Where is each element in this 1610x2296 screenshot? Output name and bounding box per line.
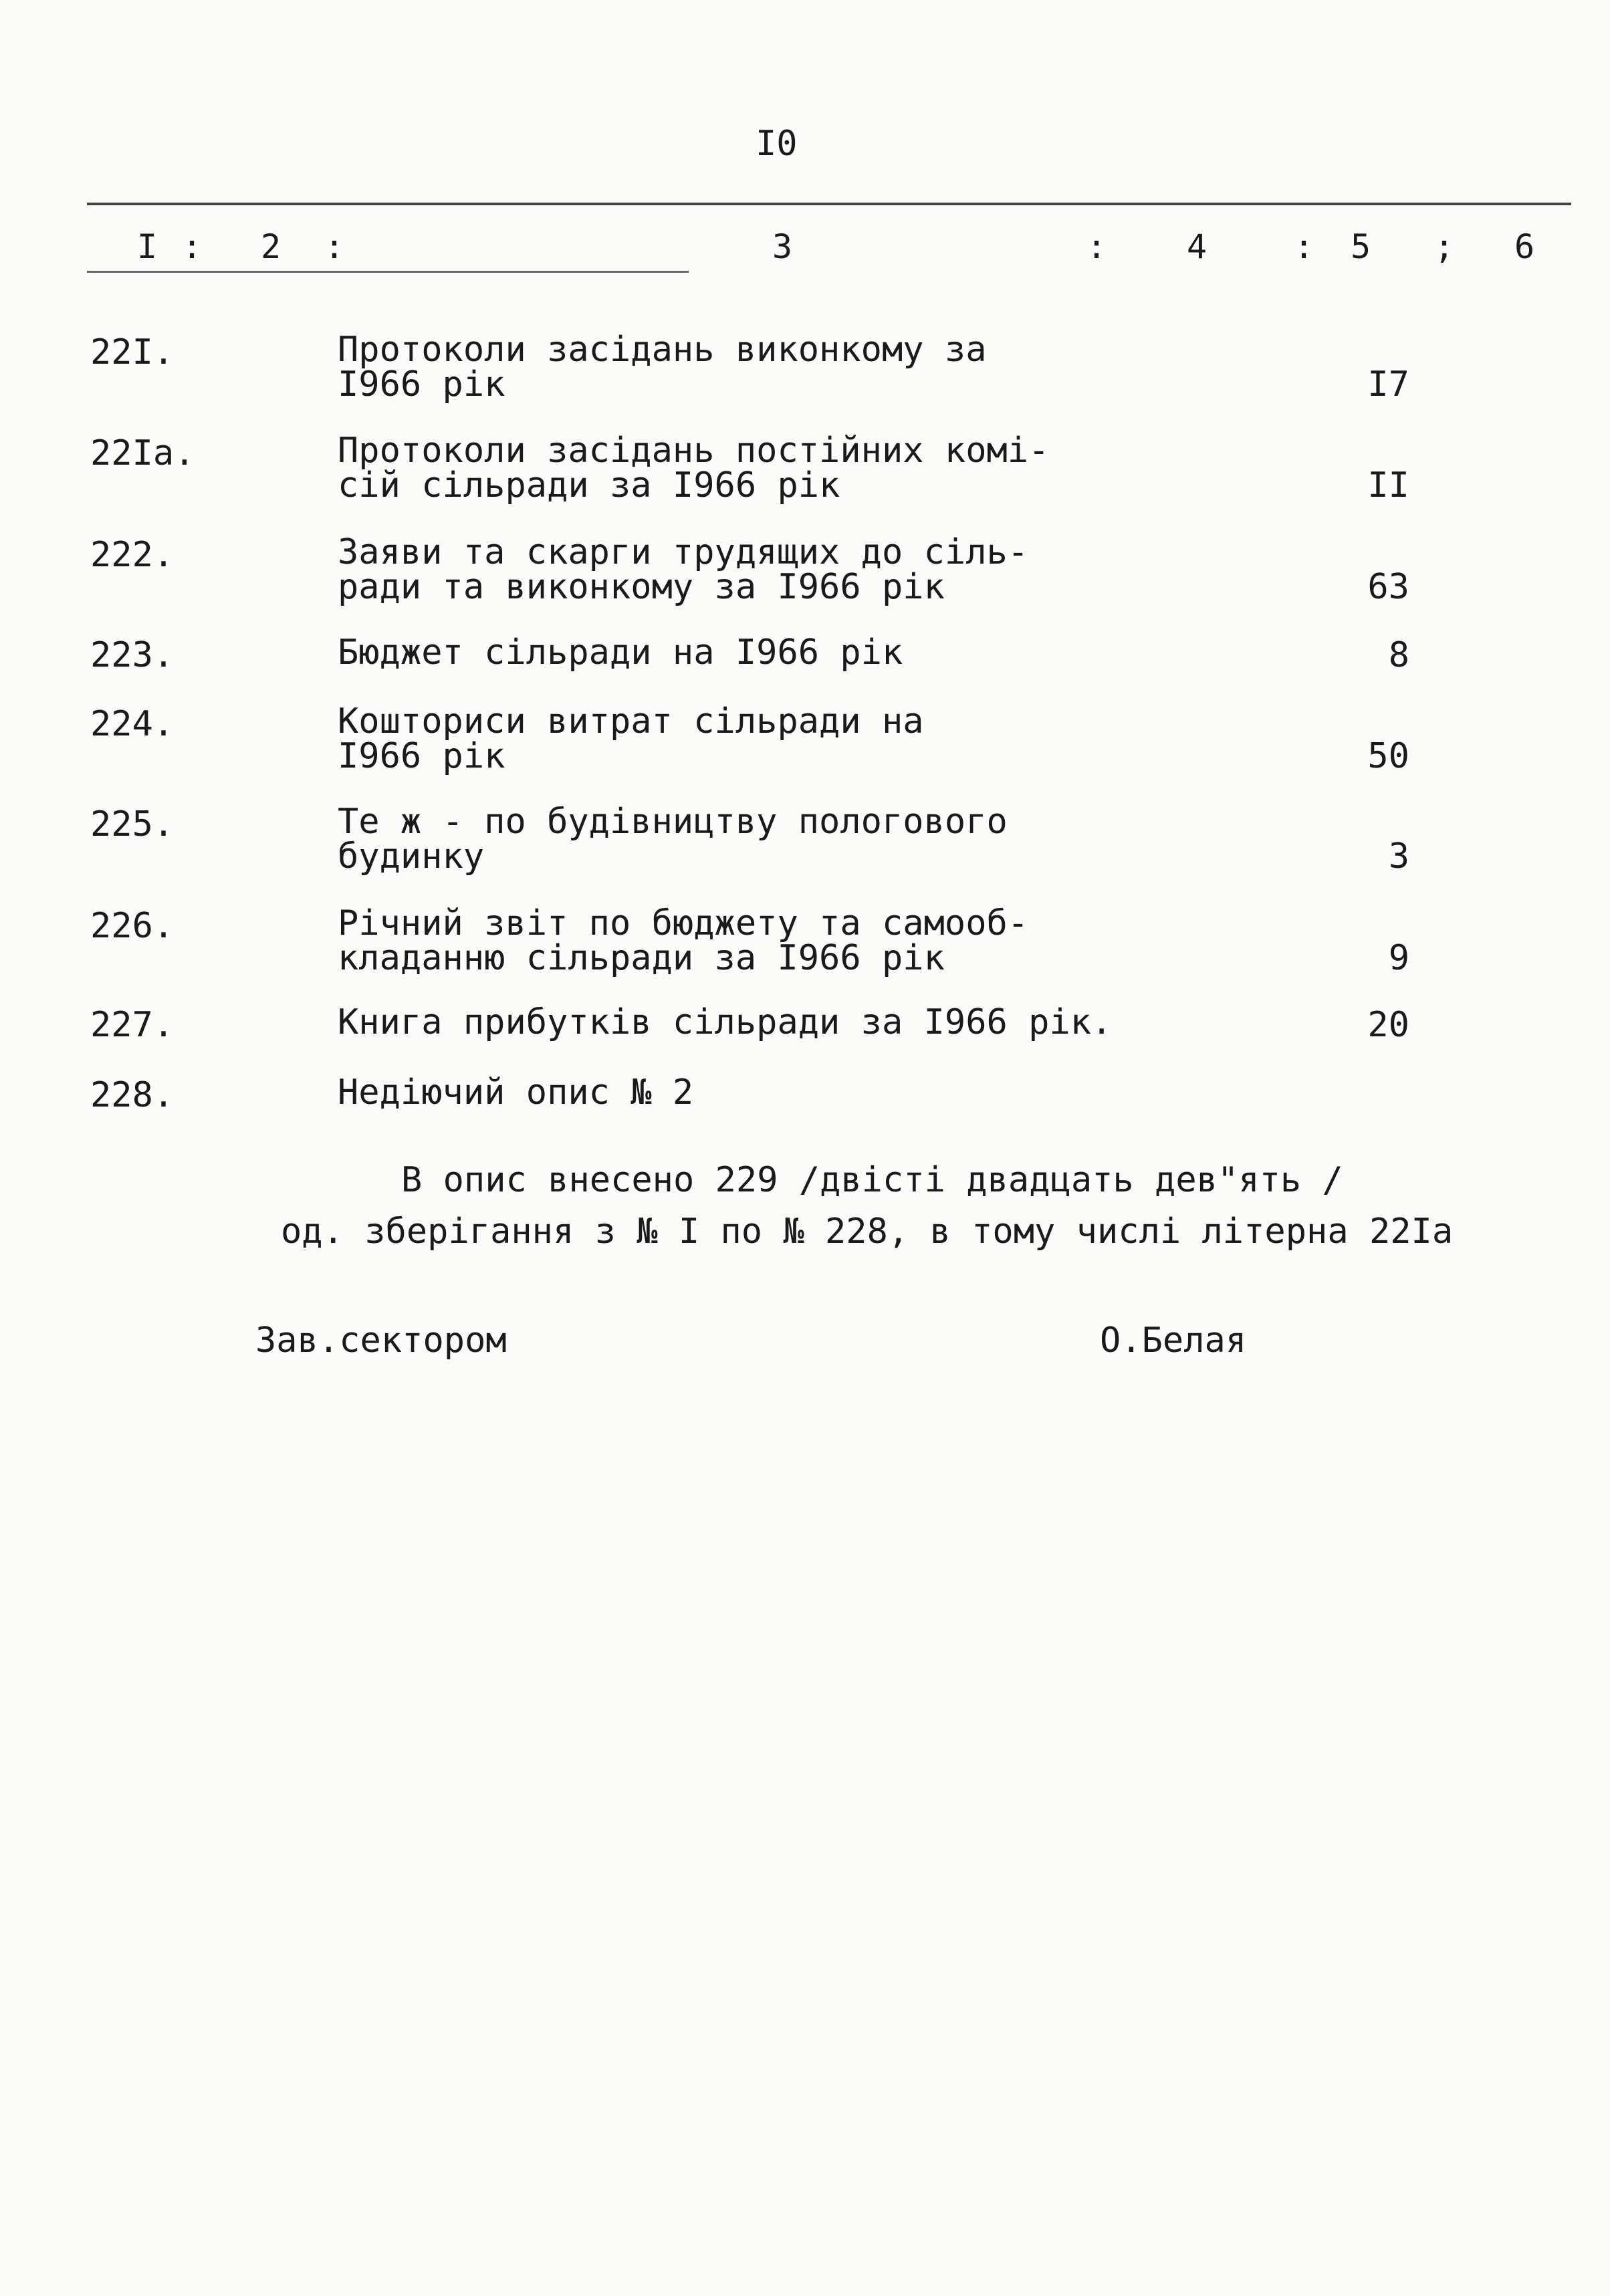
signature-name: О.Белая [1100,1321,1247,1361]
item-title: Заяви та скарги трудящих до сіль- ради та виконкому за I966 рік [338,532,1029,607]
page-number: I0 [756,124,798,164]
summary-line-2: од. зберігання з № I по № 228, в тому числі літерна 22Iа [281,1212,1454,1252]
item-count: 9 [1388,938,1409,978]
item-number: 224. [90,704,175,744]
column-separator: : [324,227,345,266]
item-count: 50 [1367,736,1409,776]
column-separator: : [182,227,203,266]
item-number: 223. [90,635,175,675]
item-count: 8 [1388,635,1409,675]
column-header-4: 4 [1187,227,1208,266]
column-header-6: 6 [1514,227,1535,266]
item-title: Річний звіт по бюджету та самооб- кладанню сільради за I966 рік [338,903,1029,978]
column-header-2: 2 [261,227,281,266]
item-title: Кошториси витрат сільради на I966 рік [338,701,924,776]
column-separator: : [1086,227,1107,266]
item-number: 225. [90,804,175,844]
summary-line-1: В опис внесено 229 /двісті двадцать дев"ять / [401,1160,1343,1200]
item-title: Книга прибутків сільради за I966 рік. [338,1002,1113,1042]
item-title: Недіючий опис № 2 [338,1072,694,1113]
item-count: 3 [1388,836,1409,877]
item-number: 22I. [90,332,175,372]
column-separator: : [1294,227,1314,266]
signature-role: Зав.сектором [255,1321,507,1361]
item-title: Протоколи засідань виконкому за I966 рік [338,330,987,405]
item-number: 226. [90,906,175,946]
item-number: 22Ia. [90,433,195,473]
header-rule-bottom [87,271,689,273]
item-count: 20 [1367,1005,1409,1045]
item-number: 227. [90,1005,175,1045]
item-number: 228. [90,1075,175,1115]
header-rule-top [87,203,1571,205]
item-number: 222. [90,535,175,575]
column-separator: ; [1434,227,1455,266]
item-title: Те ж - по будівництву пологового будинку [338,802,1008,877]
column-header-3: 3 [772,227,793,266]
column-header-1: I [137,227,158,266]
item-title: Бюджет сільради на I966 рік [338,633,903,673]
item-count: II [1367,465,1409,505]
item-count: I7 [1367,364,1409,405]
column-header-5: 5 [1351,227,1371,266]
item-title: Протоколи засідань постійних комі- сій сільради за I966 рік [338,431,1050,505]
item-count: 63 [1367,567,1409,607]
